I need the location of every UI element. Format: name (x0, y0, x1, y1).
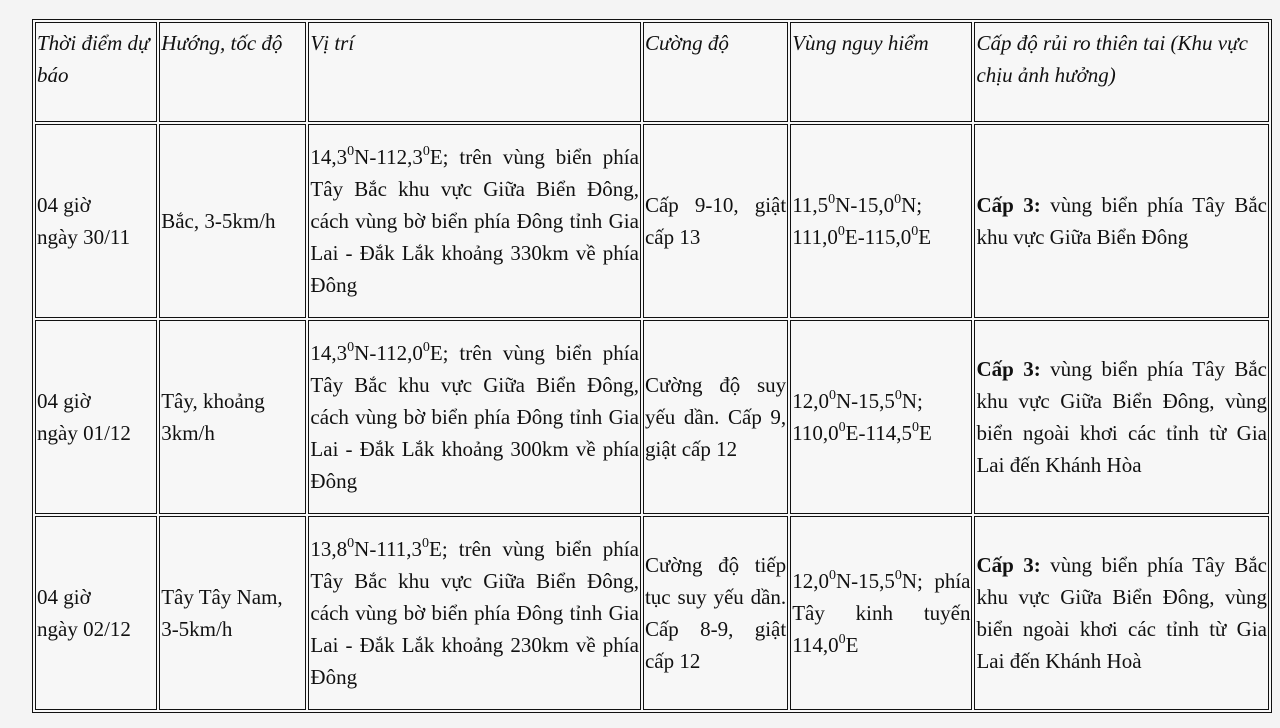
risk-level-label: Cấp 3: (976, 553, 1041, 577)
time-date: ngày 01/12 (37, 421, 131, 445)
cell-risk-level (974, 516, 1269, 710)
cell-forecast-time (35, 320, 157, 514)
danger-lat-to: 15,0 (857, 193, 895, 217)
danger-lat-to: 15,5 (858, 389, 895, 413)
risk-area: vùng biển phía Tây Bắc khu vực Giữa Biển Đông, vùng biển ngoài khơi các tỉnh từ Gia Lai đến Khánh Hoà (976, 553, 1267, 673)
position-lat: 13,8 (310, 537, 348, 561)
cell-forecast-time (35, 516, 157, 710)
cell-danger-zone: 12,0$^0$N-15,5$^0$N; 110,0$^0$E-114,5$^0$E (790, 320, 972, 514)
danger-lon-to: 115,0 (864, 225, 912, 249)
cell-danger-zone: 12,0$^0$N-15,5$^0$N; phía Tây kinh tuyến 114,0$^0$E (790, 516, 972, 710)
cell-intensity: Cường độ suy yếu dần. Cấp 9, giật cấp 12 (643, 320, 788, 514)
danger-lat-from: 12,0 (792, 569, 829, 593)
position-text: ; trên vùng biển phía Tây Bắc khu vực Giữa Biển Đông, cách vùng bờ biển phía Đông tỉnh Gia Lai - Đắk Lắk khoảng 330km về phía Đông (310, 145, 639, 297)
cell-position: 14,3$^0$N-112,3$^0$E; trên vùng biển phía Tây Bắc khu vực Giữa Biển Đông, cách vùng bờ biển phía Đông tỉnh Gia Lai - Đắk Lắk khoảng 330km về phía Đông (308, 124, 641, 318)
danger-lon-to: 114,5 (865, 421, 912, 445)
position-text: ; trên vùng biển phía Tây Bắc khu vực Giữa Biển Đông, cách vùng bờ biển phía Đông tỉnh Gia Lai - Đắk Lắk khoảng 300km về phía Đông (310, 341, 639, 493)
time-hour: 04 giờ (37, 193, 91, 217)
header-risk-level: Cấp độ rủi ro thiên tai (Khu vực chịu ảnh hưởng) (974, 22, 1269, 122)
storm-forecast-table (32, 19, 1272, 713)
danger-lon-from: 110,0 (792, 421, 839, 445)
header-danger-zone: Vùng nguy hiểm (790, 22, 972, 122)
cell-risk-level (974, 124, 1269, 318)
risk-area: vùng biển phía Tây Bắc khu vực Giữa Biển Đông, vùng biển ngoài khơi các tỉnh từ Gia Lai đến Khánh Hòa (976, 357, 1267, 477)
cell-position: 14,3$^0$N-112,0$^0$E; trên vùng biển phía Tây Bắc khu vực Giữa Biển Đông, cách vùng bờ biển phía Đông tỉnh Gia Lai - Đắk Lắk khoảng 300km về phía Đông (308, 320, 641, 514)
danger-lat-from: 12,0 (792, 389, 829, 413)
header-direction-speed: Hướng, tốc độ (159, 22, 306, 122)
cell-direction-speed: Tây, khoảng 3km/h (159, 320, 306, 514)
cell-intensity: Cường độ tiếp tục suy yếu dần. Cấp 8-9, giật cấp 12 (643, 516, 788, 710)
header-intensity: Cường độ (643, 22, 788, 122)
cell-direction-speed: Bắc, 3-5km/h (159, 124, 306, 318)
table-header-row (35, 22, 1269, 122)
position-lon: 112,0 (376, 341, 423, 365)
position-lon: 112,3 (376, 145, 423, 169)
risk-level-label: Cấp 3: (976, 193, 1041, 217)
time-date: ngày 30/11 (37, 225, 131, 249)
risk-level-label: Cấp 3: (976, 357, 1041, 381)
position-text: ; trên vùng biển phía Tây Bắc khu vực Giữa Biển Đông, cách vùng bờ biển phía Đông tỉnh Gia Lai - Đắk Lắk khoảng 230km về phía Đông (310, 537, 639, 689)
risk-area: vùng biển phía Tây Bắc khu vực Giữa Biển Đông (976, 193, 1267, 249)
cell-forecast-time (35, 124, 157, 318)
cell-direction-speed: Tây Tây Nam, 3-5km/h (159, 516, 306, 710)
table-row (35, 124, 1269, 318)
danger-lon: 114,0 (792, 633, 839, 657)
time-hour: 04 giờ (37, 389, 91, 413)
position-lat: 14,3 (310, 341, 348, 365)
danger-lat-to: 15,5 (858, 569, 895, 593)
danger-lon-text: phía Tây kinh tuyến (792, 569, 971, 625)
position-lon: 111,3 (376, 537, 423, 561)
cell-danger-zone: 11,5$^0$N-15,0$^0$N; 111,0$^0$E-115,0$^0$E (790, 124, 972, 318)
cell-intensity: Cấp 9-10, giật cấp 13 (643, 124, 788, 318)
header-position: Vị trí (308, 22, 641, 122)
table-row (35, 320, 1269, 514)
table-row (35, 516, 1269, 710)
cell-risk-level (974, 320, 1269, 514)
danger-lon-from: 111,0 (792, 225, 838, 249)
cell-position: 13,8$^0$N-111,3$^0$E; trên vùng biển phía Tây Bắc khu vực Giữa Biển Đông, cách vùng bờ biển phía Đông tỉnh Gia Lai - Đắk Lắk khoảng 230km về phía Đông (308, 516, 641, 710)
position-lat: 14,3 (310, 145, 348, 169)
time-hour: 04 giờ (37, 585, 91, 609)
danger-lat-from: 11,5 (792, 193, 829, 217)
time-date: ngày 02/12 (37, 617, 131, 641)
header-forecast-time: Thời điểm dự báo (35, 22, 157, 122)
